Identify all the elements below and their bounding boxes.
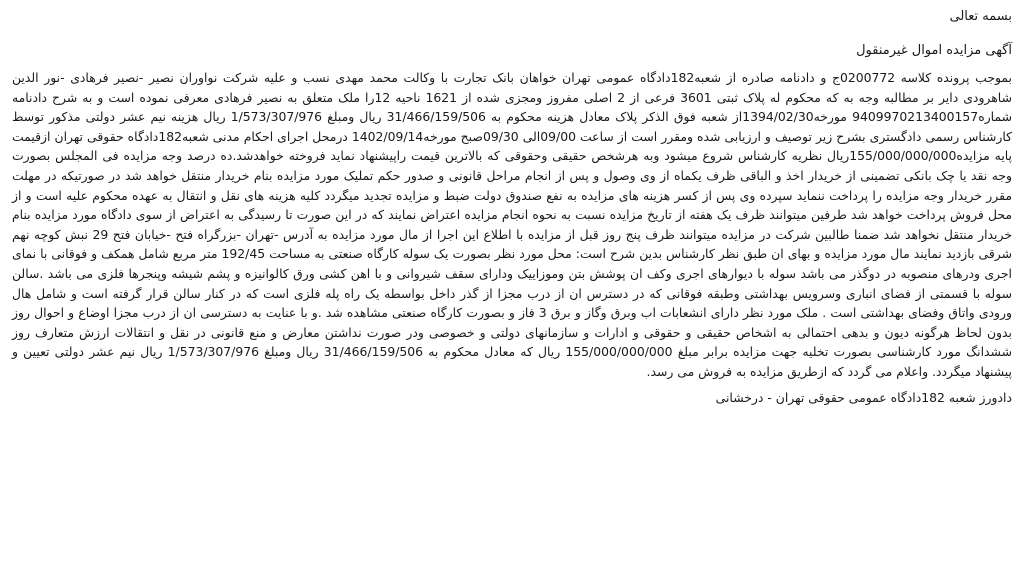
- bismillah-heading: بسمه تعالی: [949, 9, 1012, 24]
- signature-line: دادورز شعبه 182دادگاه عمومی حقوقی تهران - درخشانی: [715, 389, 1012, 405]
- notice-title: آگهی مزایده اموال غیرمنقول: [856, 43, 1012, 58]
- notice-body: بموجب پرونده کلاسه 0200772ج و دادنامه صادره از شعبه182دادگاه عمومی تهران خواهان بانک تجارت با وکالت محمد مهدی نسب و علیه شرکت نواوران نصیر -نصیر فرهادی -نور الدین شاهرودی دایر بر مطالبه وجه به که محکوم له پلاک ثبتی 3601 فرعی از 2 اصلی مفروز ومجزی شده از 1621 ناحیه 12را ملک متعلق به نصیر فرهادی معرفی نموده است و به شرح دادنامه شماره9409970213400157 مورخه1394/02/30از شعبه فوق الذکر پلاک معادل هزینه محکوم به 31/466/159/506 ریال ومبلغ 1/573/307/976 ریال هزینه نیم عشر دولتی مذکور توسط کارشناس رسمی دادگستری بشرح زیر توصیف و ارزیابی شده ومقرر است از ساعت 09/00الی 09/30صبح مورخه1402/09/14 درمحل اجرای احکام مدنی شعبه182دادگاه حقوقی تهران ازقیمت پایه مزایده155/000/000/000ریال نظریه کارشناس شروع میشود وبه هرشخص حقیقی وحقوقی که بالاترین قیمت راپیشنهاد نماید فروخته خواهدشد.ده درصد وجه مزایده فی المجلس بصورت وجه نقد یا چک بانکی تضمینی از خریدار اخذ و الباقی ظرف یکماه از وی وصول و پس از انجام مراحل قانونی و صدور حکم تملیک مورد مزایده بنام خریدار منتقل خواهد شد در صورتیکه در مهلت مقرر خریدار وجه مزایده را پرداخت ننماید سپرده وی پس از کسر هزینه های مزایده به نفع صندوق دولت ضبط و مزایده تجدید میگردد کلیه هزینه های نقل و انتقال به عهده محکوم علیه است و از محل فروش پرداخت خواهد شد طرفین میتوانند ظرف یک هفته از تاریخ مزایده نسبت به نحوه انجام مزایده اعتراض نمایند که در این صورت تا رسیدگی به اعتراض از سوی دادگاه مورد مزایده بنام خریدار منتقل نخواهد شد ضمنا طالبین شرکت در مزایده میتوانند ظرف پنج روز قبل از مزایده با اطلاع این اجرا از مال مورد مزایده به آدرس -تهران -بزرگراه فتح -خیابان فتح 29 نبش کوچه نهم شرقی بازدید نمایند مال مورد مزایده و بهای ان طبق نظر کارشناس بدین شرح است: محل مورد نظر بصورت یک سوله کارگاه صنعتی به مساحت 192/45 متر مربع شامل همکف و فوقانی با نمای اجری ودرهای منصوبه در دوگذر می باشد سوله با دیوارهای اجری وکف ان پوشش بتن وموزاییک ودارای سقف شیروانی و با اهن کشی ورق کالوانیزه و پشم شیشه وپنجرها فلزی می باشد .سالن سوله با قسمتی از فضای انباری وسرویس بهداشتی وطبقه فوقانی که در دسترس ان از درب مجزا از گذر داخل بواسطه یک راه پله فلزی است که در کنار سالن قرار گرفته است و شامل هال ورودی واتاق وفضای بهداشتی است . ملک مورد نظر دارای انشعابات اب وبرق وگاز و برق 3 فاز و بصورت کارگاه صنعتی مشاهده شد .و با عنایت به دسترسی ان از درب مجزا اوضاع و احوال روز بدون لحاظ هرگونه دیون و بدهی احتمالی به اشخاص حقیقی و حقوقی و ادارات و سازمانهای دولتی و خصوصی ودر صورت نداشتن معارض و منع قانونی در نقل و انتقالات ارزش متعارف روز ششدانگ مورد کارشناسی بصورت تخلیه جهت مزایده برابر مبلغ 155/000/000/000 ریال که معادل محکوم به 31/466/159/506 ریال ومبلغ 1/573/307/976 ریال نیم عشر دولتی تعیین و پیشنهاد میگردد. واعلام می گردد که ازطریق مزایده به فروش می رسد.: [12, 70, 1013, 379]
